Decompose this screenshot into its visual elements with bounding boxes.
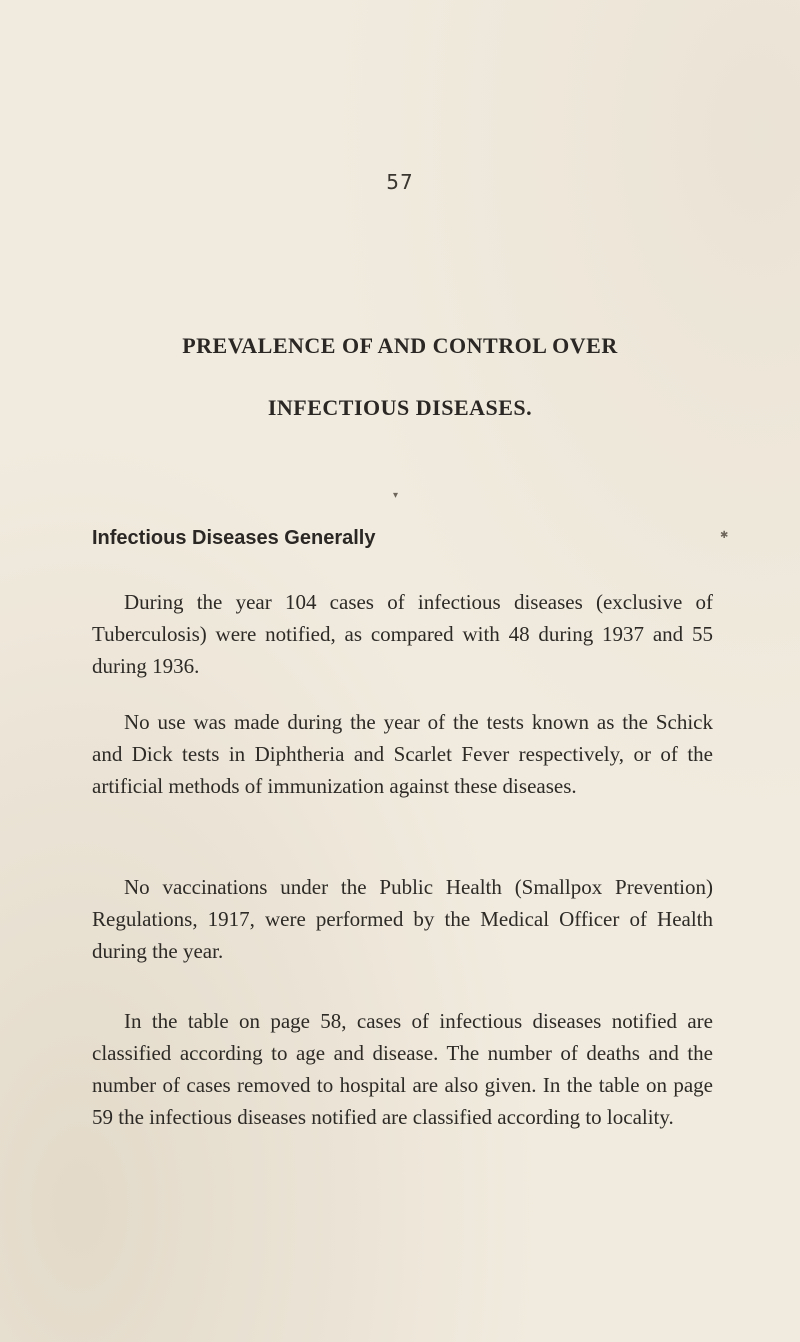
page-title-line-2: INFECTIOUS DISEASES.	[267, 395, 533, 420]
section-heading: Infectious Diseases Generally	[92, 527, 376, 549]
page-title-line-1: PREVALENCE OF AND CONTROL OVER	[182, 333, 618, 358]
ink-speck: ✱	[720, 530, 729, 541]
page-number: 57	[386, 170, 414, 194]
paragraph	[92, 871, 713, 967]
paragraph-text: In the table on page 58, cases of infectious diseases notified are classified according to age and disease. The number of deaths and the number of cases removed to hospital are also given. In the table on page 59 the infectious diseases notified are classified according to locality.	[92, 1009, 713, 1129]
ink-speck: ▾	[393, 490, 399, 501]
paragraph	[92, 586, 713, 682]
paragraph-text: During the year 104 cases of infectious diseases (exclusive of Tuberculosis) were notified, as compared with 48 during 1937 and 55 during 1936.	[92, 590, 713, 678]
paragraph-text: No vaccinations under the Public Health (Smallpox Prevention) Regulations, 1917, were performed by the Medical Officer of Health during the year.	[92, 875, 713, 963]
paragraph	[92, 706, 713, 802]
paragraph-text: No use was made during the year of the tests known as the Schick and Dick tests in Diphtheria and Scarlet Fever respectively, or of the artificial methods of immunization against these diseases.	[92, 710, 713, 798]
paragraph	[92, 1005, 713, 1133]
